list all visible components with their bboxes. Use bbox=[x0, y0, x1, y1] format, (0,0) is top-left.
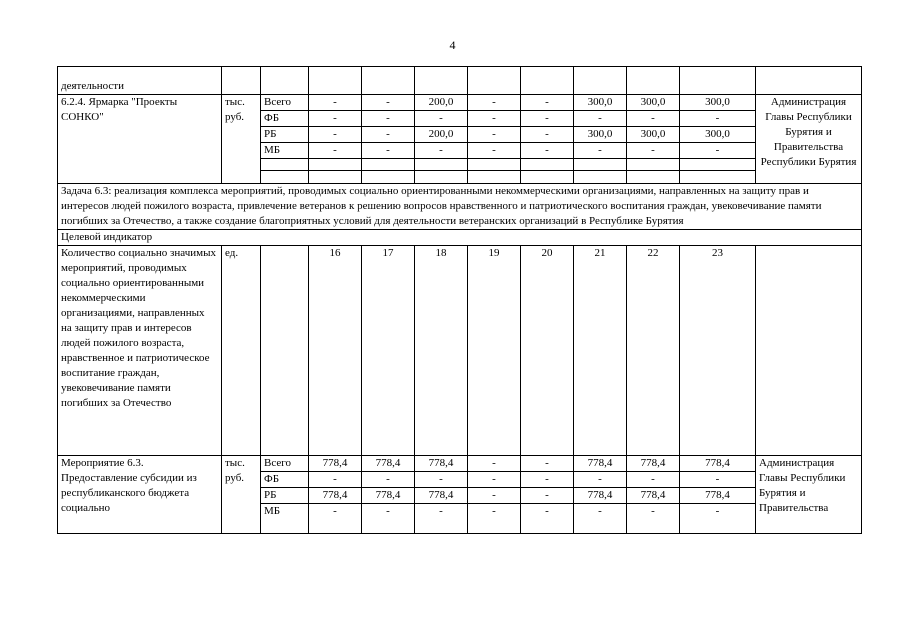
value-cell: - bbox=[362, 504, 415, 534]
value-cell: 778,4 bbox=[627, 456, 680, 472]
value-cell: - bbox=[415, 504, 468, 534]
value-cell: - bbox=[309, 472, 362, 488]
value-cell: - bbox=[521, 111, 574, 127]
value-cell: - bbox=[362, 111, 415, 127]
indicator-value: 23 bbox=[680, 246, 756, 456]
value-cell: - bbox=[680, 111, 756, 127]
value-cell: 778,4 bbox=[680, 488, 756, 504]
value-cell: - bbox=[627, 143, 680, 159]
value-cell: - bbox=[362, 472, 415, 488]
measure-title: Мероприятие 6.3. Предоставление субсидии из республиканского бюджета социально bbox=[58, 456, 222, 534]
indicator-value: 16 bbox=[309, 246, 362, 456]
value-cell: - bbox=[521, 143, 574, 159]
target-indicator-label: Целевой индикатор bbox=[58, 230, 862, 246]
value-cell: - bbox=[521, 127, 574, 143]
value-cell: - bbox=[309, 127, 362, 143]
value-cell: - bbox=[468, 488, 521, 504]
value-cell: 300,0 bbox=[627, 127, 680, 143]
value-cell: 778,4 bbox=[309, 456, 362, 472]
executor: Администрация Главы Республики Бурятия и Правительства bbox=[756, 456, 862, 534]
funding-source: ФБ bbox=[261, 472, 309, 488]
value-cell: - bbox=[309, 143, 362, 159]
value-cell: - bbox=[680, 143, 756, 159]
value-cell: 300,0 bbox=[680, 95, 756, 111]
continued-text: деятельности bbox=[58, 67, 222, 95]
value-cell: - bbox=[521, 95, 574, 111]
funding-source: МБ bbox=[261, 143, 309, 159]
indicator-name: Количество социально значимых мероприятий, проводимых социально ориентированными некоммерческими организациями, направленных на защиту прав и интересов людей пожилого возраста, нравственное и патриотическое воспитание граждан, увековечивание памяти погибших за Отечество bbox=[58, 246, 222, 456]
value-cell: - bbox=[468, 472, 521, 488]
indicator-row bbox=[58, 246, 862, 456]
executor: Администрация Главы Республики Бурятия и Правительства Республики Бурятия bbox=[756, 95, 862, 184]
indicator-value: 18 bbox=[415, 246, 468, 456]
measure-unit: тыс. руб. bbox=[222, 456, 261, 534]
value-cell: 200,0 bbox=[415, 95, 468, 111]
value-cell: - bbox=[521, 488, 574, 504]
indicator-value: 19 bbox=[468, 246, 521, 456]
value-cell: 778,4 bbox=[415, 456, 468, 472]
measure-unit: тыс. руб. bbox=[222, 95, 261, 184]
funding-source: РБ bbox=[261, 488, 309, 504]
value-cell: 200,0 bbox=[415, 127, 468, 143]
value-cell: - bbox=[362, 143, 415, 159]
value-cell: - bbox=[468, 95, 521, 111]
value-cell: - bbox=[627, 111, 680, 127]
value-cell: 300,0 bbox=[627, 95, 680, 111]
funding-source: Всего bbox=[261, 456, 309, 472]
indicator-value: 22 bbox=[627, 246, 680, 456]
value-cell: - bbox=[309, 111, 362, 127]
value-cell: - bbox=[468, 127, 521, 143]
value-cell: 778,4 bbox=[574, 456, 627, 472]
value-cell: 778,4 bbox=[415, 488, 468, 504]
value-cell: 778,4 bbox=[362, 488, 415, 504]
value-cell: - bbox=[415, 143, 468, 159]
value-cell: - bbox=[574, 143, 627, 159]
value-cell: 300,0 bbox=[574, 95, 627, 111]
program-table bbox=[57, 66, 862, 534]
value-cell: - bbox=[468, 456, 521, 472]
page-number: 4 bbox=[449, 38, 456, 52]
value-cell: 778,4 bbox=[309, 488, 362, 504]
value-cell: - bbox=[415, 111, 468, 127]
measure-title: 6.2.4. Ярмарка "Проекты СОНКО" bbox=[58, 95, 222, 184]
value-cell: - bbox=[468, 504, 521, 534]
funding-source: РБ bbox=[261, 127, 309, 143]
value-cell: - bbox=[415, 472, 468, 488]
value-cell: - bbox=[309, 95, 362, 111]
measure-row bbox=[58, 95, 862, 111]
value-cell: 778,4 bbox=[627, 488, 680, 504]
value-cell: - bbox=[309, 504, 362, 534]
indicator-value: 20 bbox=[521, 246, 574, 456]
indicator-value: 21 bbox=[574, 246, 627, 456]
value-cell: - bbox=[627, 504, 680, 534]
task-row bbox=[58, 184, 862, 230]
funding-source: Всего bbox=[261, 95, 309, 111]
value-cell: - bbox=[574, 111, 627, 127]
value-cell: - bbox=[521, 504, 574, 534]
value-cell: 778,4 bbox=[680, 456, 756, 472]
value-cell: 778,4 bbox=[362, 456, 415, 472]
value-cell: - bbox=[574, 504, 627, 534]
indicator-value: 17 bbox=[362, 246, 415, 456]
value-cell: - bbox=[680, 472, 756, 488]
task-text: Задача 6.3: реализация комплекса мероприятий, проводимых социально ориентированными некоммерческими организациями, направленных на защиту прав и интересов людей пожилого возраста, привлечение ветеранов к решению вопросов нравственного и патриотического воспитания граждан, увековечивание памяти погибших за Отечество, а также создание благоприятных условий для деятельности ветеранских организаций в Республике Бурятия bbox=[58, 184, 862, 230]
value-cell: - bbox=[362, 127, 415, 143]
value-cell: - bbox=[627, 472, 680, 488]
continuation-row bbox=[58, 67, 862, 95]
value-cell: - bbox=[468, 143, 521, 159]
funding-source: ФБ bbox=[261, 111, 309, 127]
value-cell: - bbox=[521, 472, 574, 488]
value-cell: - bbox=[574, 472, 627, 488]
value-cell: - bbox=[362, 95, 415, 111]
value-cell: - bbox=[521, 456, 574, 472]
funding-source: МБ bbox=[261, 504, 309, 534]
value-cell: 300,0 bbox=[574, 127, 627, 143]
indicator-unit: ед. bbox=[222, 246, 261, 456]
target-indicator-row bbox=[58, 230, 862, 246]
value-cell: - bbox=[468, 111, 521, 127]
value-cell: 300,0 bbox=[680, 127, 756, 143]
measure-row bbox=[58, 456, 862, 472]
value-cell: - bbox=[680, 504, 756, 534]
value-cell: 778,4 bbox=[574, 488, 627, 504]
